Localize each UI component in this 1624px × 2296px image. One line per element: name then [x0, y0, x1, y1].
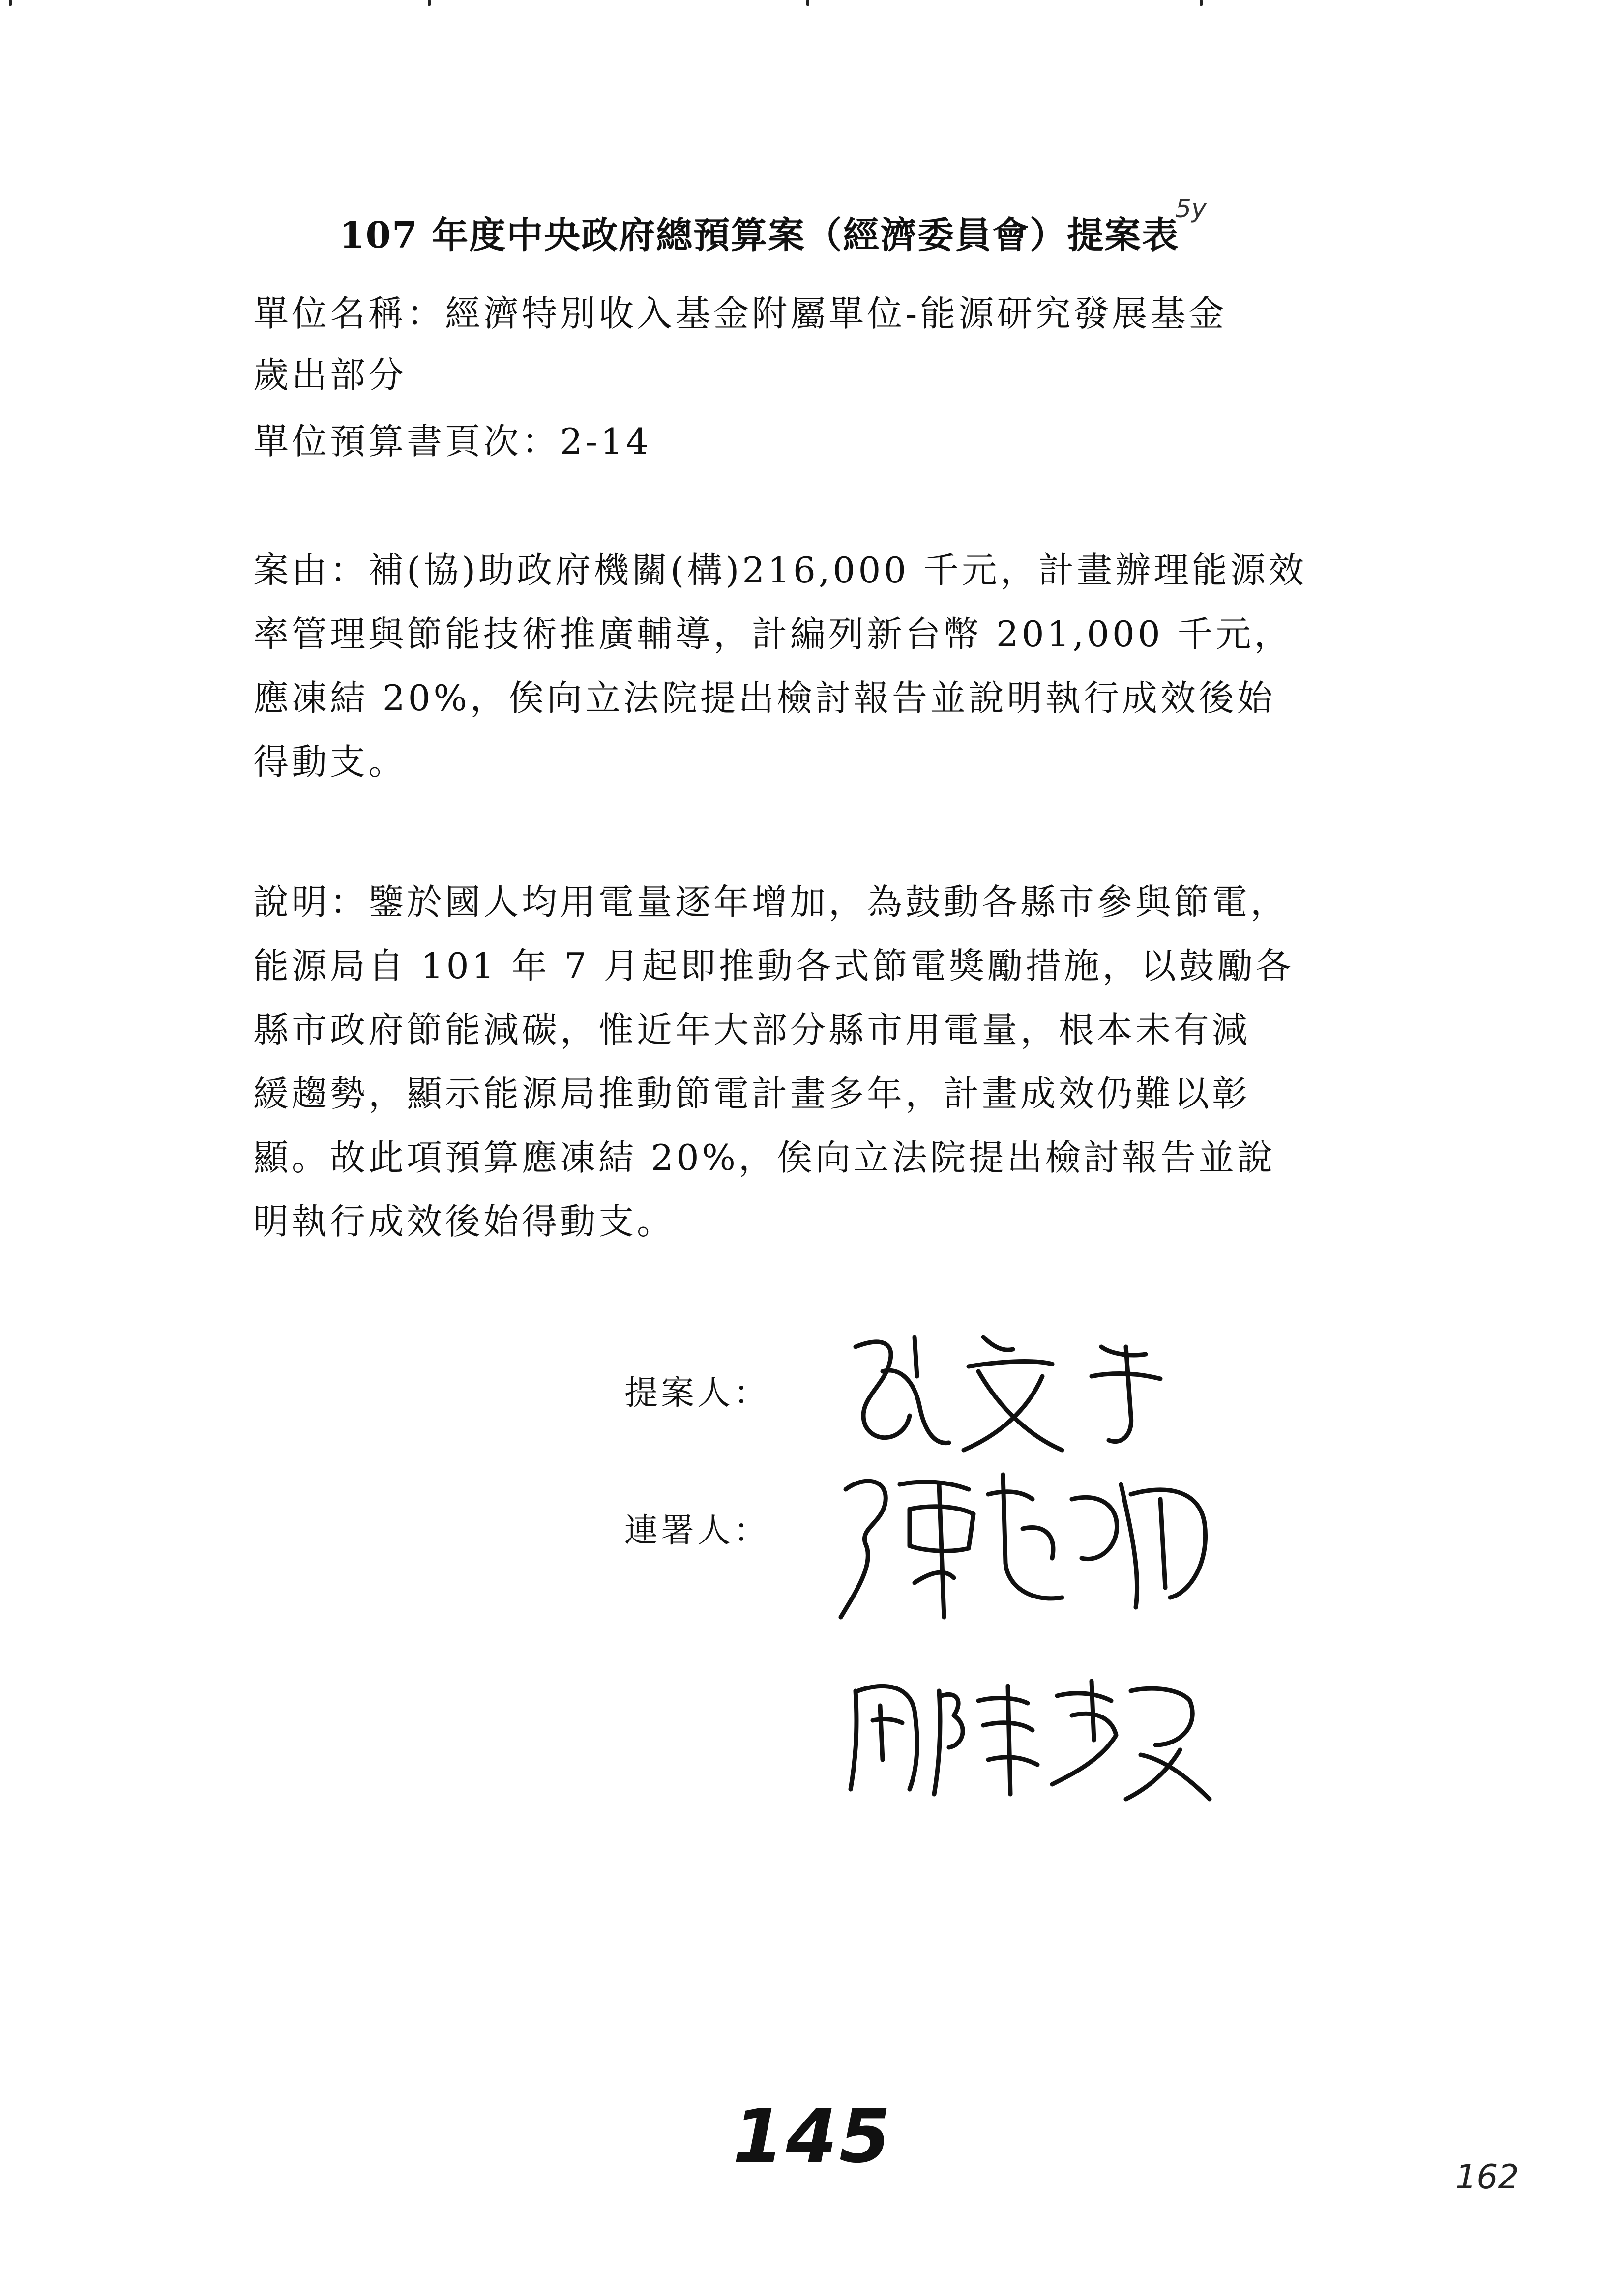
explanation-line: 說明：鑒於國人均用電量逐年增加，為鼓動各縣市參與節電， [253, 881, 1289, 923]
scan-speck [1200, 0, 1203, 6]
section-label: 歲出部分 [253, 354, 407, 396]
proposer-signature [836, 1317, 1190, 1465]
reason-line: 得動支。 [253, 741, 407, 783]
explanation-line: 縣市政府節能減碳，惟近年大部分縣市用電量，根本未有減 [253, 1009, 1251, 1050]
scan-speck [9, 0, 12, 6]
proposer-label: 提案人： [624, 1374, 770, 1413]
scan-speck [428, 0, 431, 6]
reason-paragraph [253, 538, 1384, 794]
explanation-paragraph [253, 870, 1384, 1253]
explanation-line: 能源局自 101 年 7 月起即推動各式節電獎勵措施，以鼓勵各 [253, 945, 1294, 987]
handwritten-page-number: 145 [733, 2094, 893, 2180]
reason-line: 案由：補(協)助政府機關(構)216,000 千元，計畫辦理能源效 [253, 550, 1307, 591]
unit-name: 單位名稱：經濟特別收入基金附屬單位-能源研究發展基金 [253, 293, 1227, 334]
explanation-line: 緩趨勢，顯示能源局推動節電計畫多年，計畫成效仍難以彰 [253, 1073, 1251, 1114]
reason-line: 應凍結 20%，俟向立法院提出檢討報告並說明執行成效後始 [253, 677, 1275, 719]
handwritten-sheet-number: 162 [1455, 2158, 1519, 2197]
corner-handwritten-mark: 5y [1175, 194, 1207, 224]
explanation-line: 顯。故此項預算應凍結 20%，俟向立法院提出檢討報告並說 [253, 1137, 1275, 1178]
budget-page-reference: 單位預算書頁次：2-14 [253, 421, 651, 462]
cosigner-signature-2 [836, 1661, 1219, 1809]
scan-speck [806, 0, 809, 6]
cosigner-label: 連署人： [624, 1511, 770, 1550]
cosigner-signature-1 [826, 1455, 1229, 1632]
explanation-line: 明執行成效後始得動支。 [253, 1201, 676, 1242]
reason-line: 率管理與節能技術推廣輔導，計編列新台幣 201,000 千元， [253, 613, 1293, 655]
document-title: 107 年度中央政府總預算案（經濟委員會）提案表 [339, 214, 1180, 257]
